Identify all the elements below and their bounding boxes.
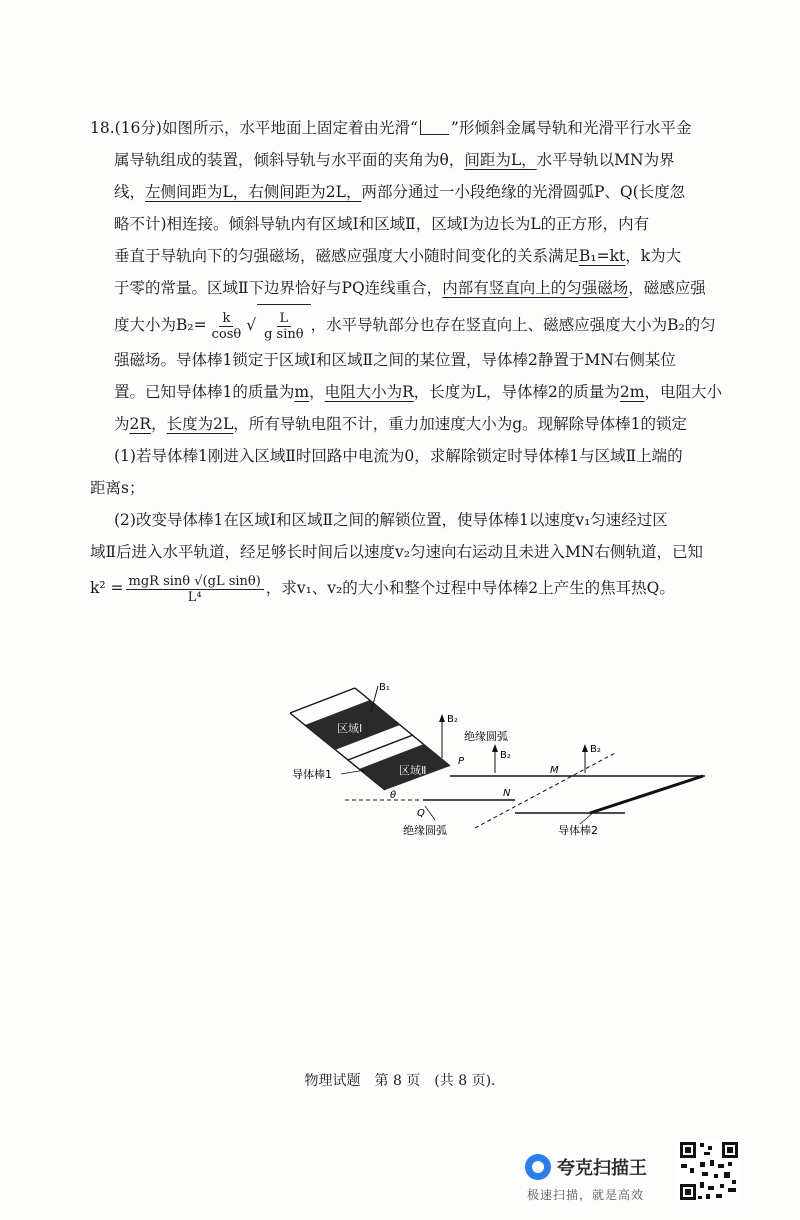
- b2-label-3: B₂: [590, 744, 601, 755]
- text-segment: ，长度为L，导体棒2的质量为: [413, 383, 620, 401]
- point-n-label: N: [503, 788, 511, 799]
- question-line-1: [90, 112, 730, 144]
- scanner-app-name: 夸克扫描王: [557, 1158, 647, 1179]
- question-line-9: [90, 376, 730, 408]
- region-1-label: 区域Ⅰ: [337, 722, 363, 735]
- text-segment: 线，: [114, 183, 146, 201]
- question-line-2: [90, 144, 730, 176]
- question-line-5: [90, 240, 730, 272]
- b2-label-1: B₂: [447, 714, 458, 725]
- text-segment: 属导轨组成的装置，倾斜导轨与水平面的夹角为θ，: [114, 151, 465, 169]
- text-segment: 两部分通过一小段绝缘的光滑圆弧P、Q(长度忽: [361, 183, 686, 201]
- question-18: [90, 112, 730, 608]
- fraction-denominator: g sinθ: [264, 326, 304, 342]
- arc-label-bottom: 绝缘圆弧: [403, 824, 447, 837]
- fraction-numerator: L: [277, 311, 292, 327]
- point-q-label: Q: [417, 808, 425, 819]
- rod-1-leader: [341, 770, 365, 774]
- text-segment: 水平导轨以MN为界: [536, 151, 675, 169]
- text-segment: ，求v₁、v₂的大小和整个过程中导体棒2上产生的焦耳热Q。: [265, 579, 675, 597]
- fraction-denominator: L⁴: [187, 589, 202, 605]
- rail-top-edge: [290, 688, 355, 713]
- underlined-segment: 2R: [129, 415, 152, 433]
- theta-label: θ: [390, 790, 397, 801]
- sqrt-symbol: √: [246, 316, 257, 334]
- region-2-label: 区域Ⅱ: [399, 764, 427, 777]
- k-squared-fraction: [126, 574, 264, 605]
- underlined-segment: 2m: [619, 383, 645, 401]
- underlined-segment: 长度为2L: [166, 415, 234, 433]
- b2-arrowhead-2: [492, 744, 498, 752]
- text-segment: ，k为大: [625, 247, 682, 265]
- text-segment: 度大小为B₂=: [114, 316, 207, 334]
- text-segment: 垂直于导轨向下的匀强磁场，磁感应强度大小随时间变化的关系满足: [114, 247, 580, 265]
- rod-2-label: 导体棒2: [558, 824, 598, 837]
- b2-fraction: [209, 311, 245, 342]
- part-1-line-2: 距离s；: [90, 479, 145, 497]
- point-p-label: P: [458, 756, 465, 767]
- conductor-rod-2: [590, 776, 703, 813]
- text-segment: ，所有导轨电阻不计，重力加速度大小为g。现解除导体棒1的锁定: [233, 415, 688, 433]
- b2-arrowhead-1: [439, 714, 445, 722]
- sqrt-fraction: [261, 311, 306, 342]
- underlined-segment: 内部有竖直向上的匀强磁场: [442, 279, 629, 297]
- part-2-line-3: [90, 568, 730, 608]
- b1-label: B₁: [379, 682, 390, 693]
- underlined-segment: 电阻大小为R: [324, 383, 414, 401]
- text-segment: 置。已知导体棒1的质量为: [114, 383, 295, 401]
- arc-bottom-leader: [425, 806, 435, 820]
- rail-diagram: [275, 678, 730, 848]
- question-line-4: 略不计)相连接。倾斜导轨内有区域Ⅰ和区域Ⅱ，区域Ⅰ为边长为L的正方形，内有: [114, 215, 650, 233]
- part-2-line-1: (2)改变导体棒1在区域Ⅰ和区域Ⅱ之间的解锁位置，使导体棒1以速度v₁匀速经过区: [114, 511, 668, 529]
- page-footer: 物理试题 第 8 页 (共 8 页).: [304, 1073, 496, 1089]
- b2-label-2: B₂: [500, 750, 511, 761]
- mn-boundary: [475, 753, 615, 828]
- b2-arrowhead-3: [582, 744, 588, 752]
- qr-code-icon: [678, 1140, 740, 1202]
- scanner-slogan: 极速扫描，就是高效: [527, 1188, 645, 1202]
- text-segment: ”形倾斜金属导轨和光滑平行水平金: [450, 119, 692, 137]
- horizontal-rails-left: [423, 776, 705, 813]
- fraction-numerator: mgR sinθ √(gL sinθ): [126, 574, 264, 590]
- question-line-10: [90, 408, 730, 440]
- question-line-6: [90, 272, 730, 304]
- text-segment: k² =: [90, 579, 124, 597]
- question-line-3: [90, 176, 730, 208]
- underlined-segment: 间距为L，: [464, 151, 537, 169]
- part-2-line-2: 域Ⅱ后进入水平轨道，经足够长时间后以速度v₂匀速向右运动且未进入MN右侧轨道，已知: [90, 543, 703, 561]
- rail-shape-symbol: [420, 120, 449, 135]
- underlined-segment: B₁=kt: [579, 247, 626, 265]
- part-1-line-1: (1)若导体棒1刚进入区域Ⅱ时回路中电流为0，求解除锁定时导体棒1与区域Ⅱ上端的: [114, 447, 683, 465]
- sqrt-radicand: [257, 304, 310, 345]
- quark-logo-icon: [525, 1154, 551, 1180]
- text-segment: ，电阻大小: [644, 383, 722, 401]
- fraction-denominator: cosθ: [211, 326, 242, 342]
- question-line-7: [90, 304, 730, 344]
- point-m-label: M: [550, 765, 559, 776]
- question-line-8: 强磁场。导体棒1锁定于区域Ⅰ和区域Ⅱ之间的某位置，导体棒2静置于MN右侧某位: [114, 351, 676, 369]
- underlined-segment: m: [294, 383, 310, 401]
- text-segment: ，水平导轨部分也存在竖直向上、磁感应强度大小为B₂的匀: [310, 316, 716, 334]
- arc-label-top: 绝缘圆弧: [464, 730, 508, 743]
- text-segment: 于零的常量。区域Ⅱ下边界恰好与PQ连线重合，: [114, 279, 443, 297]
- underlined-segment: 左侧间距为L，右侧间距为2L，: [145, 183, 362, 201]
- text-segment: ，磁感应强: [628, 279, 706, 297]
- rod-1-label: 导体棒1: [292, 768, 332, 781]
- text-segment: 为: [114, 415, 130, 433]
- text-segment: ，: [151, 415, 167, 433]
- text-segment: 18.(16分)如图所示，水平地面上固定着由光滑“: [90, 119, 418, 137]
- text-segment: ，: [309, 383, 325, 401]
- fraction-numerator: k: [219, 311, 233, 327]
- scanner-watermark: [525, 1148, 675, 1208]
